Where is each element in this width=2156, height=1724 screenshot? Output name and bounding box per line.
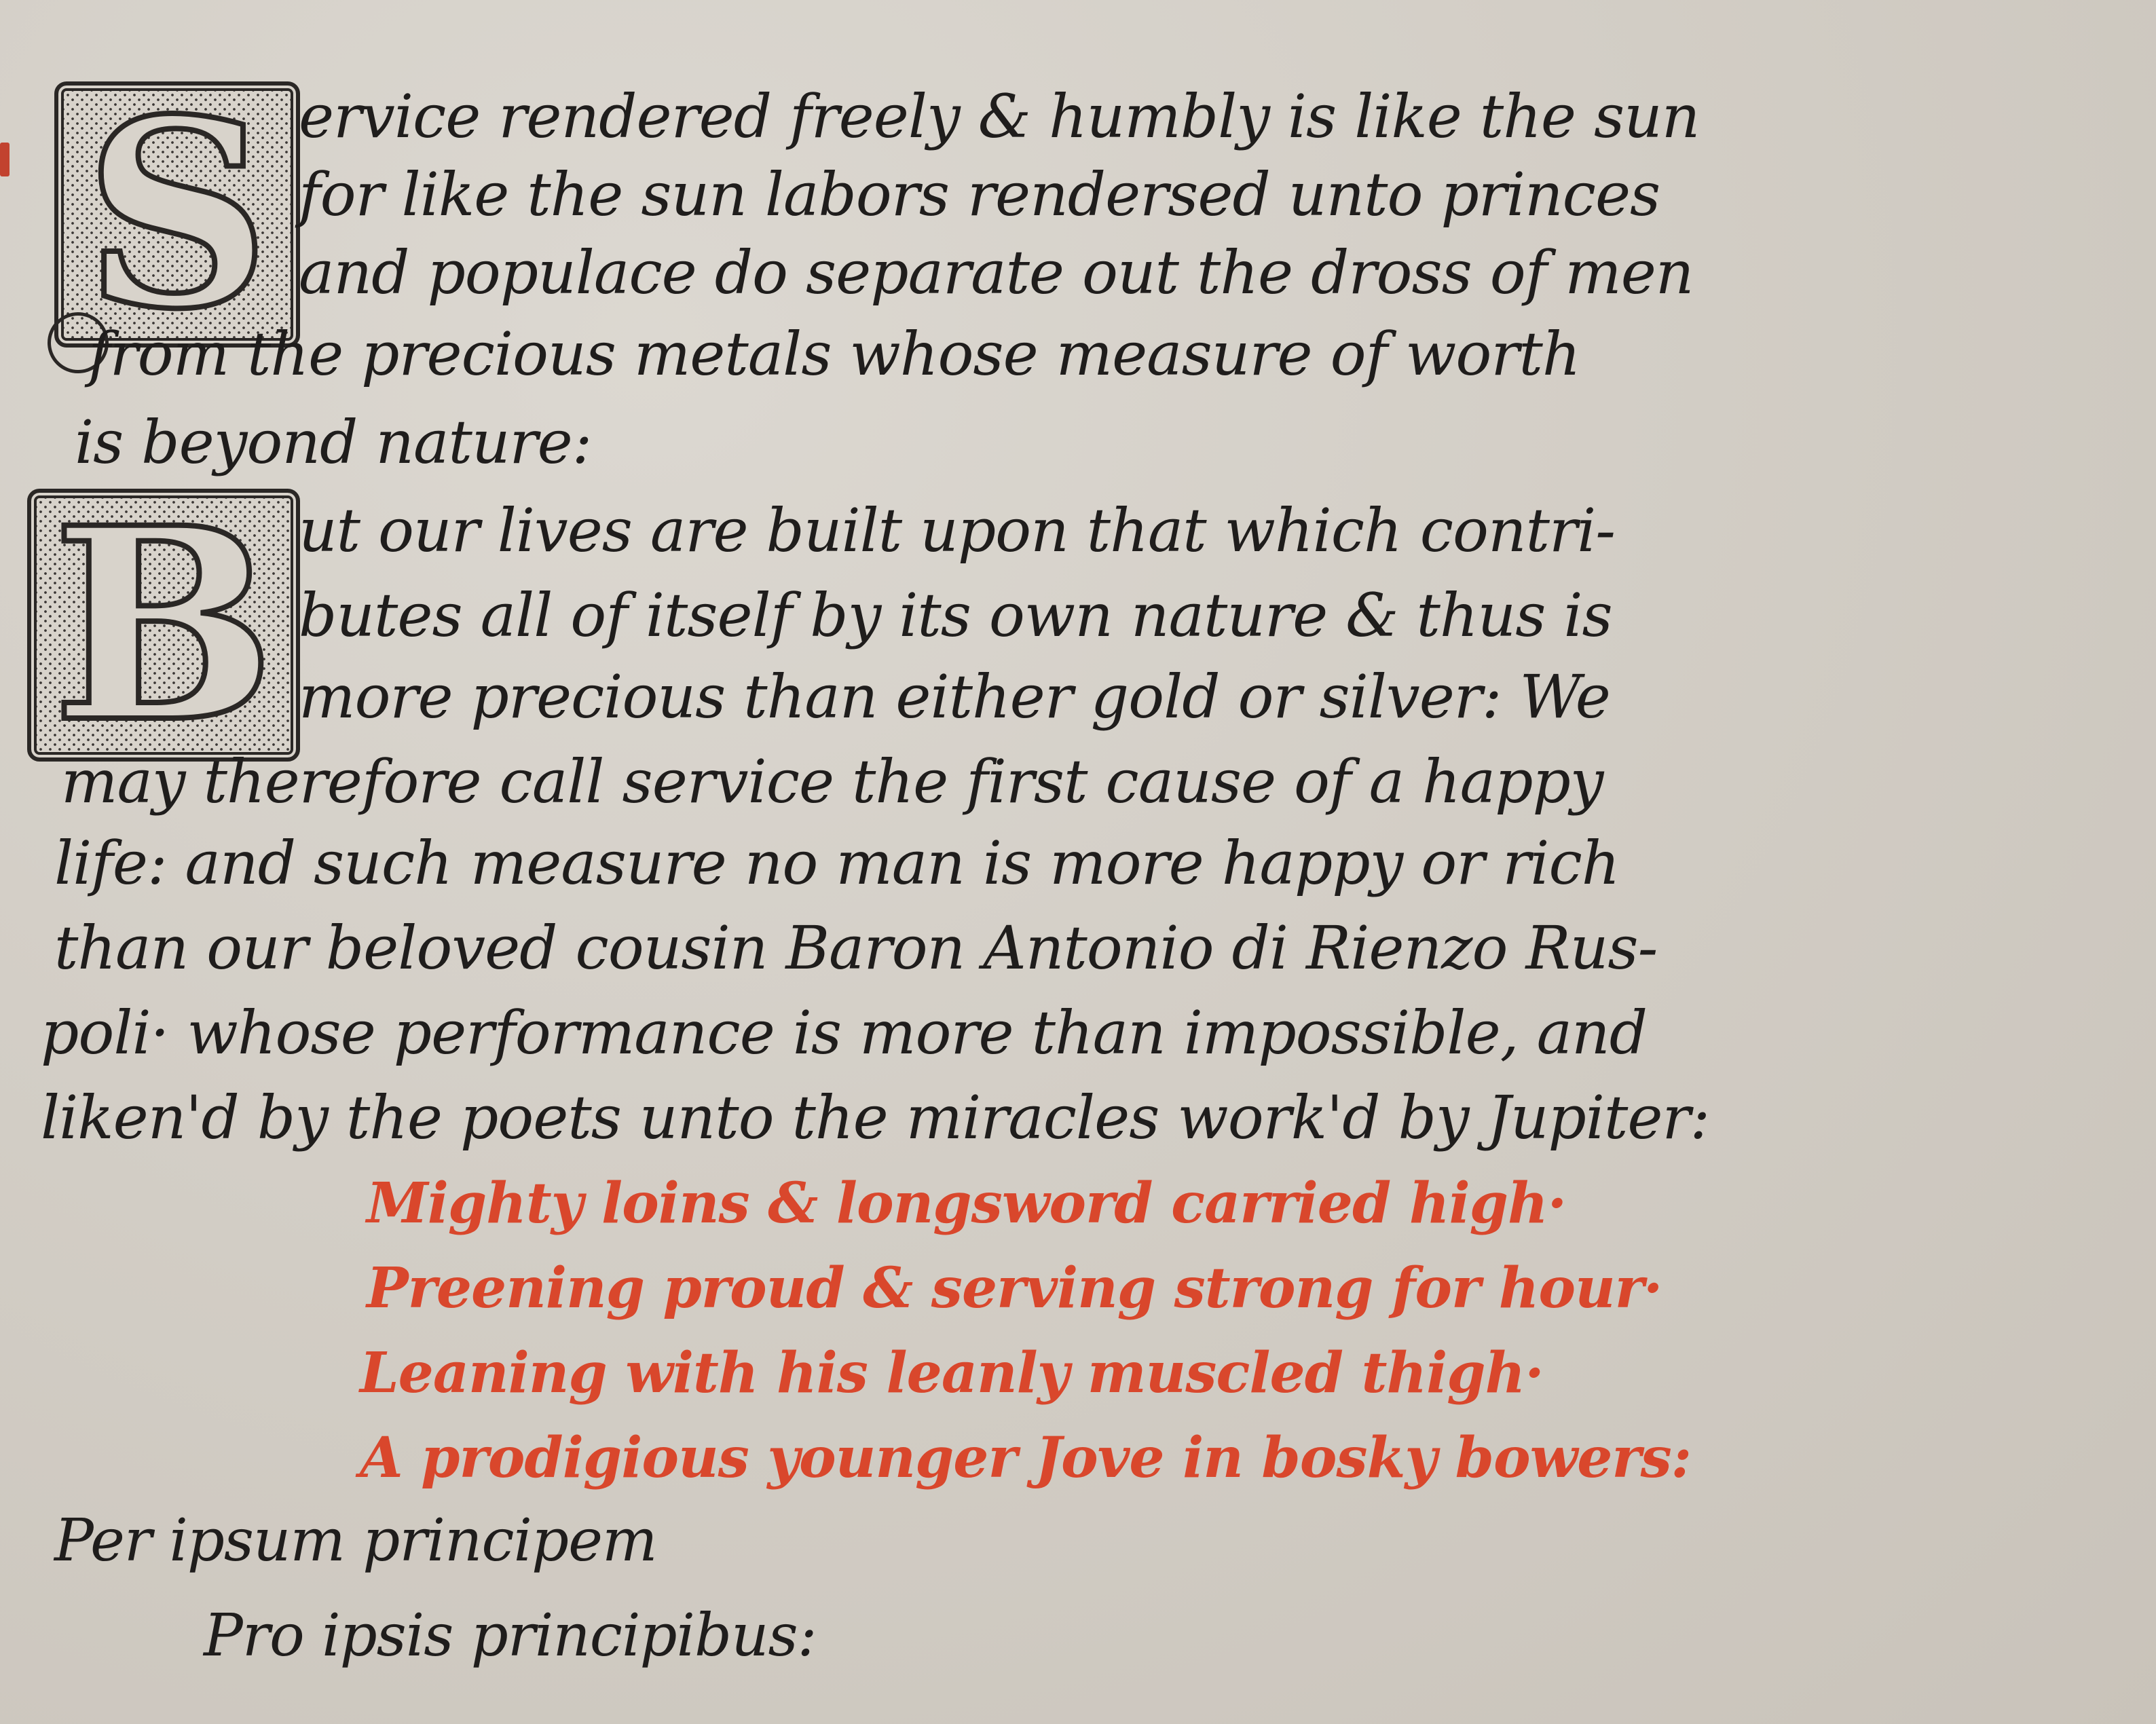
- verse-line-4: A prodigious younger Jove in bosky bowers:: [360, 1425, 1692, 1491]
- text-line-1: ervice rendered freely & humbly is like the sun: [299, 81, 1700, 151]
- closing-line-1: Per ipsum principem: [54, 1507, 657, 1575]
- text-line-11: than our beloved cousin Baron Antonio di Rienzo Rus-: [54, 913, 1658, 983]
- illuminated-initial-s: [54, 62, 300, 366]
- verse-line-3: Leaning with his leanly muscled thigh·: [360, 1341, 1544, 1406]
- text-line-6: ut our lives are built upon that which contri-: [299, 495, 1615, 565]
- text-line-12: poli· whose performance is more than impossible, and: [41, 998, 1648, 1068]
- initial-letter-s: S: [83, 62, 271, 366]
- text-line-4: from the precious metals whose measure of worth: [88, 319, 1580, 389]
- text-line-3: and populace do separate out the dross of men: [299, 238, 1694, 307]
- text-line-7: butes all of itself by its own nature & thus is: [299, 580, 1612, 650]
- text-line-2: for like the sun labors rendersed unto princes: [299, 160, 1660, 229]
- closing-line-2: Pro ipsis principibus:: [204, 1602, 817, 1670]
- text-line-9: may therefore call service the first cause of a happy: [61, 747, 1603, 817]
- verse-line-2: Preening proud & serving strong for hour·: [367, 1256, 1662, 1321]
- verse-line-1: Mighty loins & longsword carried high·: [367, 1171, 1567, 1236]
- illuminated-initial-b: [27, 470, 300, 781]
- red-margin-mark: [0, 143, 10, 176]
- text-line-13: liken'd by the poets unto the miracles work'd by Jupiter:: [41, 1083, 1710, 1153]
- text-line-8: more precious than either gold or silver: We: [299, 662, 1610, 732]
- initial-letter-b: B: [52, 470, 276, 781]
- text-line-5: is beyond nature:: [75, 407, 592, 477]
- text-line-10: life: and such measure no man is more happy or rich: [54, 828, 1620, 898]
